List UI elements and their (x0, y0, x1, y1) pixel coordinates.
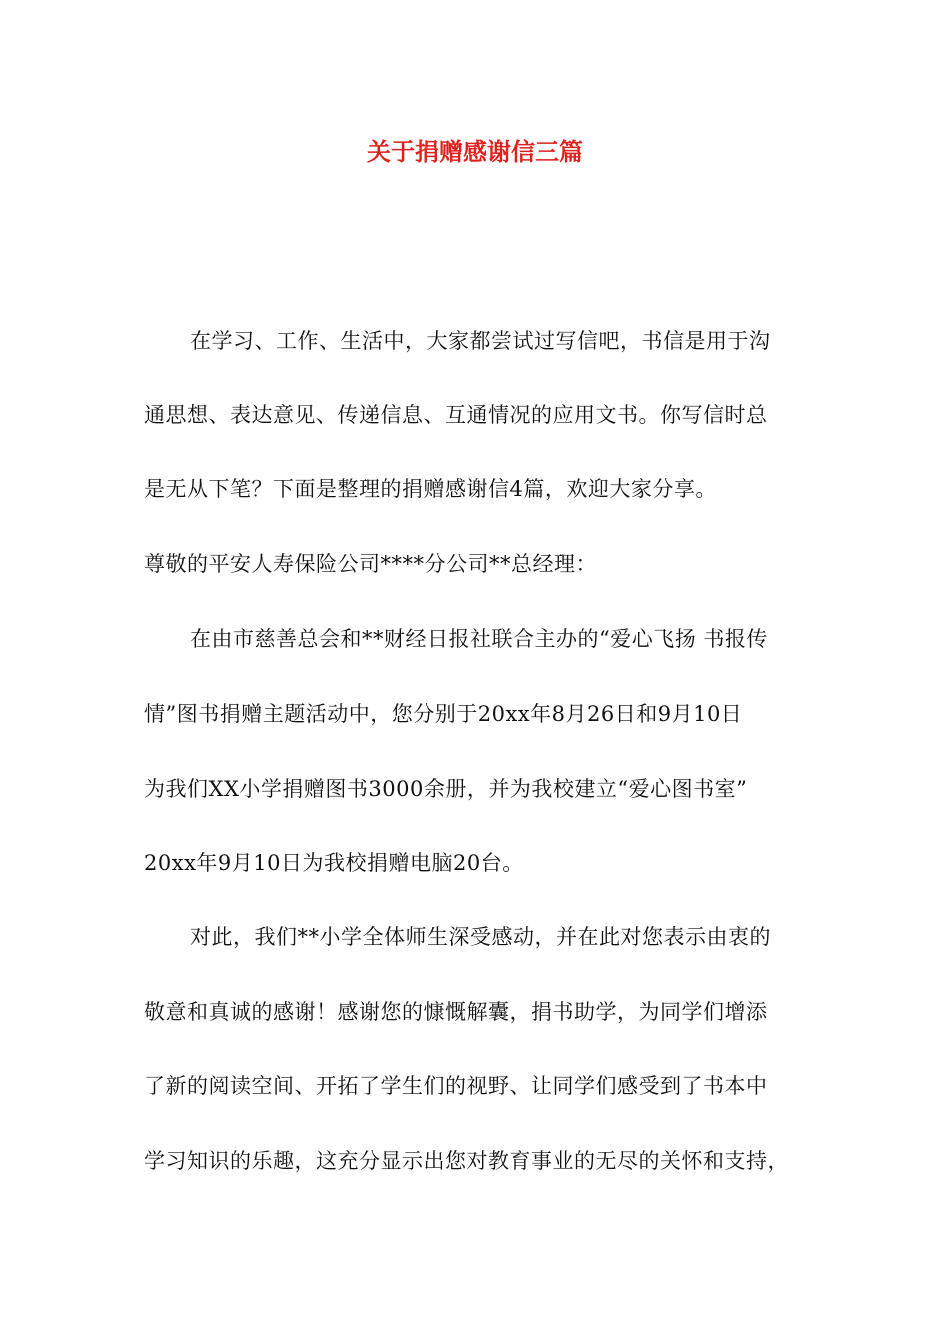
text-line-5: 在由市慈善总会和**财经日报社联合主办的“爱心飞扬 书报传 (190, 627, 768, 651)
text-line-1: 在学习、工作、生活中，大家都尝试过写信吧，书信是用于沟 (190, 329, 771, 353)
text-line-9: 对此，我们**小学全体师生深受感动，并在此对您表示由衷的 (190, 925, 771, 949)
text-line-8: 20xx年9月10日为我校捐赠电脑20台。 (144, 851, 524, 875)
text-line-10: 敬意和真诚的感谢！感谢您的慷慨解囊，捐书助学，为同学们增添 (144, 1000, 768, 1024)
text-line-7: 为我们XX小学捐赠图书3000余册，并为我校建立“爱心图书室” (144, 777, 748, 801)
text-line-11: 了新的阅读空间、开拓了学生们的视野、让同学们感受到了书本中 (144, 1074, 768, 1098)
text-line-2: 通思想、表达意见、传递信息、互通情况的应用文书。你写信时总 (144, 403, 768, 427)
text-line-12: 学习知识的乐趣，这充分显示出您对教育事业的无尽的关怀和支持， (144, 1149, 789, 1173)
text-line-6: 情”图书捐赠主题活动中，您分别于20xx年8月26日和9月10日 (144, 702, 743, 726)
document-title: 关于捐赠感谢信三篇 (367, 137, 583, 166)
text-line-3: 是无从下笔？下面是整理的捐赠感谢信4篇，欢迎大家分享。 (144, 477, 717, 501)
salutation: 尊敬的平安人寿保险公司****分公司**总经理： (144, 552, 597, 576)
